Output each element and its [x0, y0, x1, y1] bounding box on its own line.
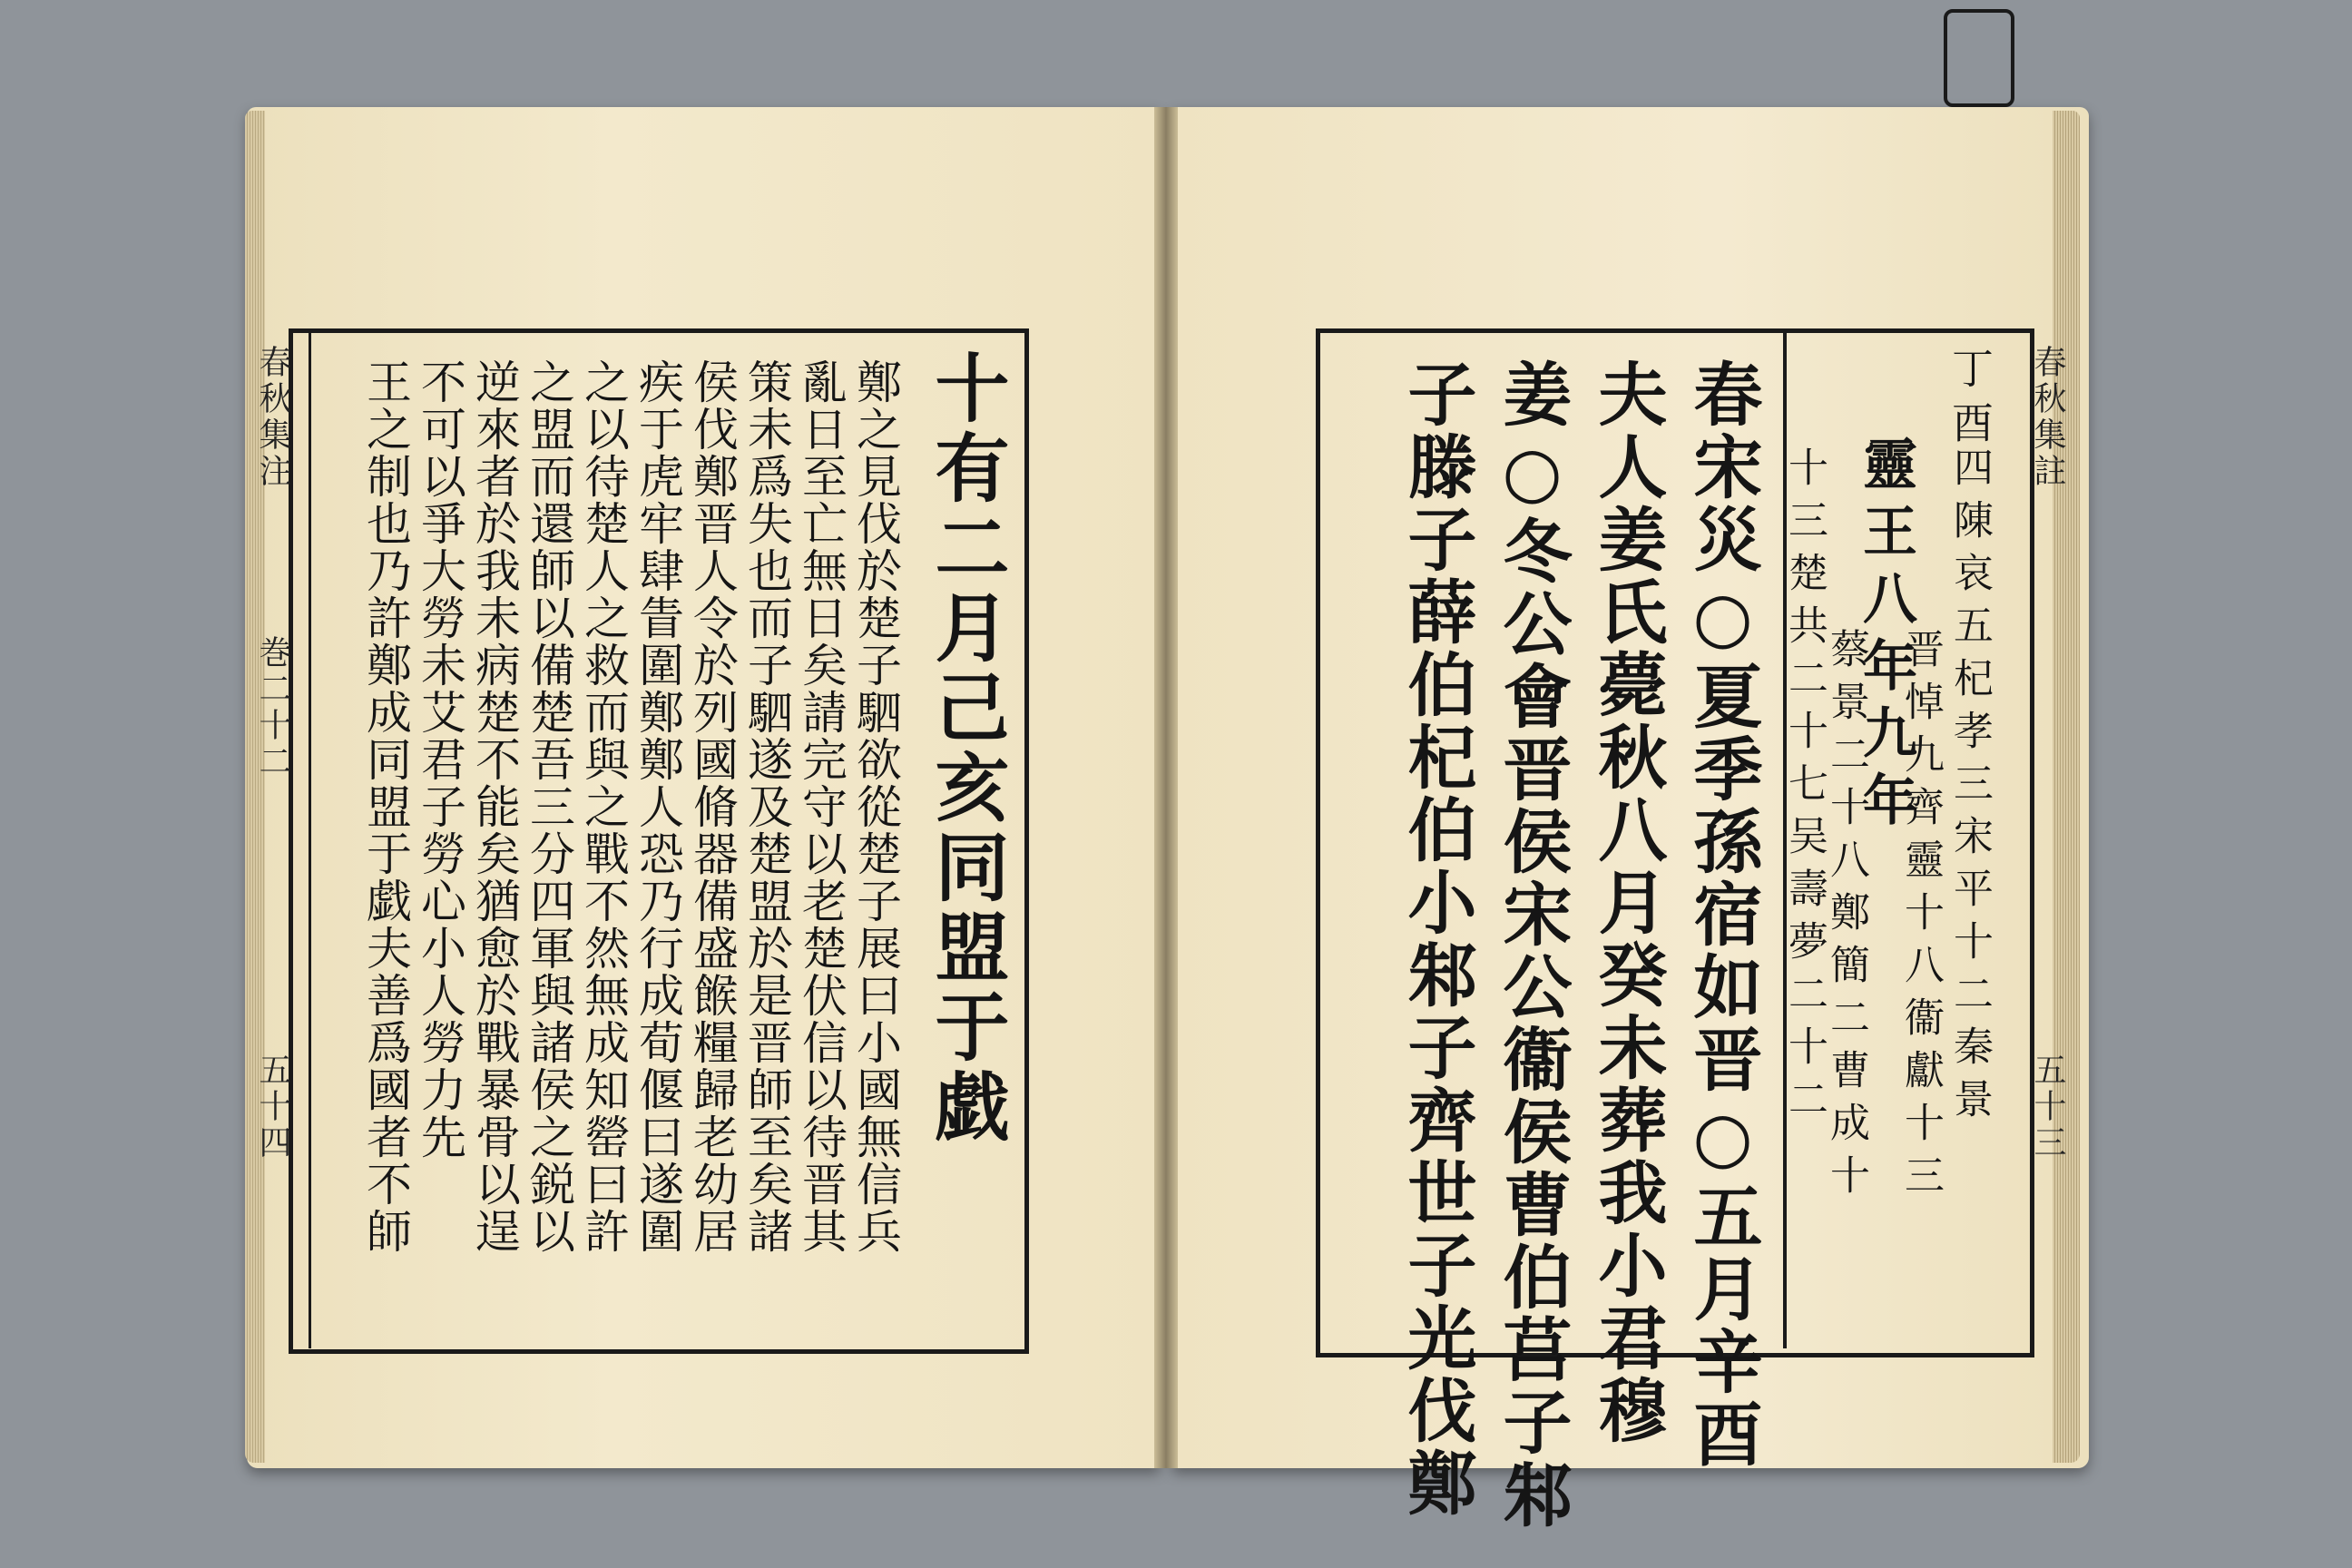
left-column-10: 王之制也乃許鄭成同盟于戯夫善爲國者不師	[359, 358, 412, 1255]
chronology-table	[1771, 338, 2014, 1339]
left-margin-title: 春秋集注	[254, 345, 291, 490]
left-column-8: 逆來者於我未病楚不能矣猶愈於戰暴骨以逞	[468, 358, 521, 1255]
right-column-3: 姜○冬公會晋侯宋公衞侯曹伯莒子邾	[1492, 358, 1573, 1532]
year-badge-frame	[1944, 9, 2014, 107]
table-row-1: 四陳哀五杞孝三宋平十二秦景	[1946, 446, 1993, 1131]
book-gutter	[1154, 107, 1178, 1468]
left-column-1: 鄭之見伐於楚子駟欲從楚子展曰小國無信兵	[849, 358, 902, 1255]
table-king-year: 靈王八年九年	[1854, 436, 1917, 838]
page-edges-left	[245, 111, 265, 1463]
right-column-2: 夫人姜氏薨秋八月癸未葬我小君穆	[1587, 358, 1668, 1447]
left-column-3: 策未爲失也而子駟遂及楚盟於是晋師至矣諸	[740, 358, 793, 1255]
table-ganzhi: 丁酉	[1945, 347, 1994, 456]
left-column-7: 之盟而還師以備楚吾三分四軍與諸侯之鋭以	[523, 358, 575, 1255]
left-margin-footer: 五十四	[254, 1053, 291, 1161]
left-margin-volume: 巻二十二	[254, 635, 291, 780]
table-row-3: 晋悼九齊靈十八衞獻十三	[1897, 628, 1944, 1207]
left-column-2: 亂日至亡無日矣請完守以老楚伏信以待晋其	[795, 358, 848, 1255]
left-column-9: 不可以爭大勞未艾君子勞心小人勞力先	[414, 358, 466, 1161]
left-margin-rule	[309, 328, 311, 1348]
right-column-1: 春宋災○夏季孫宿如晋○五月辛酉	[1682, 358, 1763, 1471]
left-column-4: 侯伐鄭晋人令於列國脩器備盛餱糧歸老幼居	[686, 358, 739, 1255]
right-column-4: 子滕子薛伯杞伯小邾子齊世子光伐鄭	[1396, 358, 1477, 1520]
table-row-2: 十三楚共二十七吴壽夢二十二	[1781, 446, 1828, 1131]
left-column-5: 疾于虎牢肆眚圍鄭鄭人恐乃行成荀偃曰遂圍	[632, 358, 684, 1255]
left-column-6: 之以待楚人之救而與之戰不然無成知罃曰許	[577, 358, 630, 1255]
right-margin-footer: 五十三	[2029, 1053, 2066, 1161]
right-margin-title: 春秋集註	[2029, 345, 2066, 490]
left-heading: 十有二月己亥同盟于戯	[923, 349, 1010, 1148]
table-row-4: 蔡景二十八鄭簡二曹成十	[1823, 628, 1869, 1207]
page-edges-right	[2053, 111, 2080, 1463]
